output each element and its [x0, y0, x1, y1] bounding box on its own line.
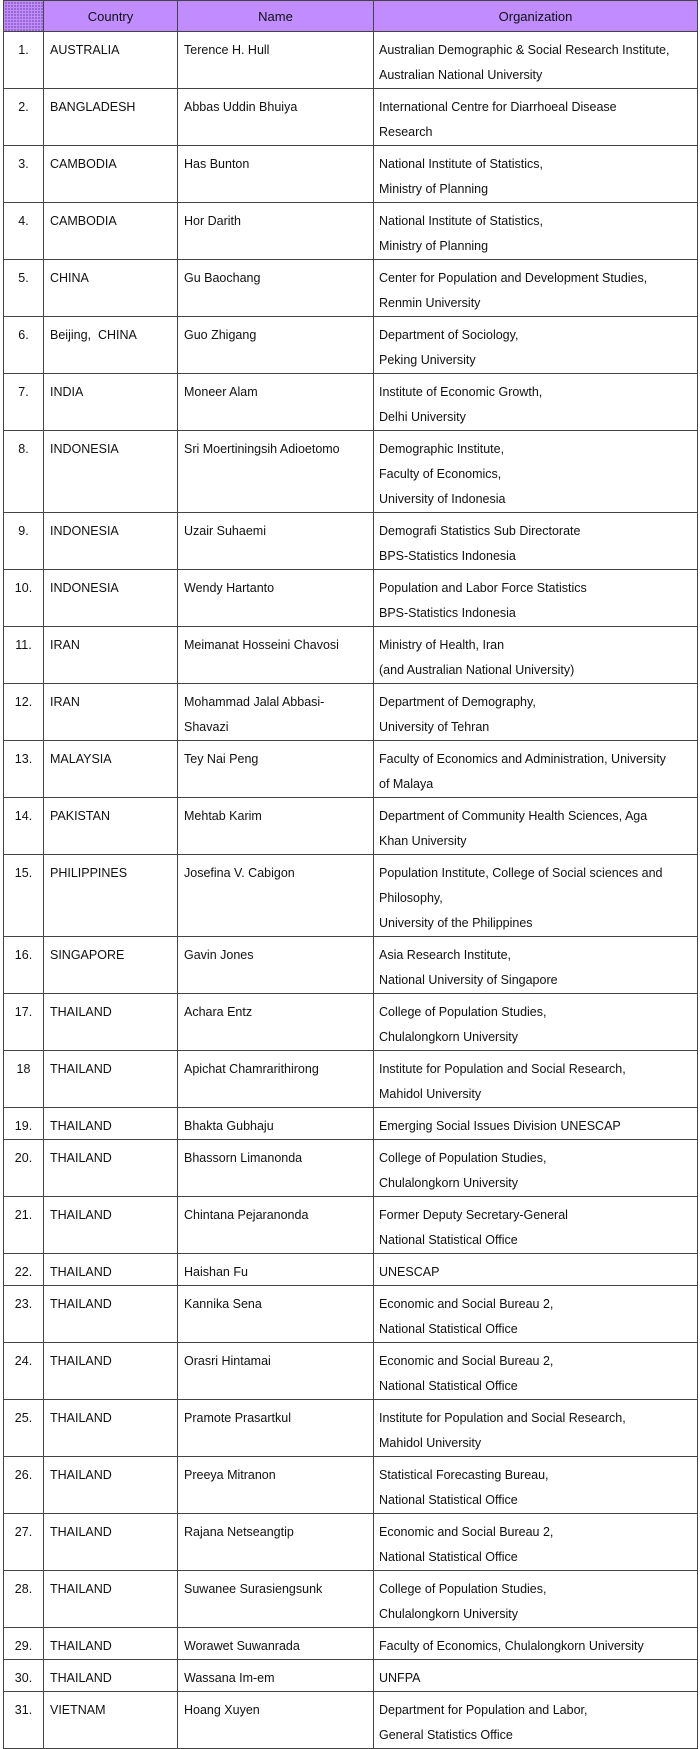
table-row — [4, 203, 698, 260]
country-cell: IRAN — [44, 684, 178, 741]
country-cell: THAILAND — [44, 1140, 178, 1197]
name-cell — [178, 513, 374, 570]
participants-table — [3, 0, 698, 1749]
header-organization: Organization — [374, 1, 698, 32]
organization-cell — [374, 1108, 698, 1140]
organization-cell — [374, 684, 698, 741]
name-line: Suwanee Surasiengsunk — [184, 1582, 323, 1596]
name-cell — [178, 1457, 374, 1514]
organization-line: Research — [379, 125, 433, 139]
organization-line: of Malaya — [379, 777, 434, 791]
name-cell — [178, 741, 374, 798]
organization-line: Mahidol University — [379, 1087, 482, 1101]
country-cell: INDONESIA — [44, 431, 178, 513]
organization-cell — [374, 374, 698, 431]
name-cell — [178, 1140, 374, 1197]
organization-cell — [374, 1457, 698, 1514]
organization-line: College of Population Studies, — [379, 1151, 547, 1165]
name-line: Worawet Suwanrada — [184, 1639, 300, 1653]
organization-cell — [374, 1692, 698, 1749]
country-cell: THAILAND — [44, 1343, 178, 1400]
table-row — [4, 1286, 698, 1343]
country-cell: THAILAND — [44, 1660, 178, 1692]
name-line: Wassana Im-em — [184, 1671, 275, 1685]
organization-cell — [374, 937, 698, 994]
organization-line: National Statistical Office — [379, 1493, 518, 1507]
name-cell — [178, 89, 374, 146]
organization-cell — [374, 32, 698, 89]
organization-cell — [374, 1286, 698, 1343]
organization-line: (and Australian National University) — [379, 663, 575, 677]
row-number: 25. — [4, 1400, 44, 1457]
name-cell — [178, 317, 374, 374]
organization-cell — [374, 1514, 698, 1571]
country-cell: Beijing, CHINA — [44, 317, 178, 374]
country-cell: CAMBODIA — [44, 203, 178, 260]
country-cell: THAILAND — [44, 994, 178, 1051]
organization-cell — [374, 1254, 698, 1286]
organization-cell — [374, 1051, 698, 1108]
organization-line: National Statistical Office — [379, 1322, 518, 1336]
organization-cell — [374, 1343, 698, 1400]
country-cell: CHINA — [44, 260, 178, 317]
name-cell — [178, 431, 374, 513]
country-cell: INDONESIA — [44, 570, 178, 627]
country-cell: THAILAND — [44, 1108, 178, 1140]
table-row — [4, 684, 698, 741]
name-cell — [178, 798, 374, 855]
organization-line: Institute of Economic Growth, — [379, 385, 543, 399]
organization-line: Faculty of Economics, Chulalongkorn University — [379, 1639, 644, 1653]
name-line: Kannika Sena — [184, 1297, 262, 1311]
organization-line: University of Indonesia — [379, 492, 506, 506]
row-number: 11. — [4, 627, 44, 684]
name-cell — [178, 32, 374, 89]
organization-line: Australian Demographic & Social Research Institute, — [379, 43, 670, 57]
row-number: 10. — [4, 570, 44, 627]
table-row — [4, 1400, 698, 1457]
table-row — [4, 513, 698, 570]
organization-line: Peking University — [379, 353, 476, 367]
table-row — [4, 146, 698, 203]
name-line: Mehtab Karim — [184, 809, 262, 823]
organization-cell — [374, 627, 698, 684]
name-cell — [178, 937, 374, 994]
row-number: 18 — [4, 1051, 44, 1108]
organization-line: Chulalongkorn University — [379, 1030, 518, 1044]
organization-line: Economic and Social Bureau 2, — [379, 1354, 554, 1368]
organization-cell — [374, 203, 698, 260]
organization-line: Chulalongkorn University — [379, 1607, 518, 1621]
row-number: 31. — [4, 1692, 44, 1749]
row-number: 8. — [4, 431, 44, 513]
organization-line: Delhi University — [379, 410, 466, 424]
organization-line: International Centre for Diarrhoeal Disease — [379, 100, 617, 114]
row-number: 3. — [4, 146, 44, 203]
name-line: Abbas Uddin Bhuiya — [184, 100, 298, 114]
country-cell: VIETNAM — [44, 1692, 178, 1749]
organization-line: Former Deputy Secretary-General — [379, 1208, 568, 1222]
name-cell — [178, 570, 374, 627]
organization-cell — [374, 1140, 698, 1197]
organization-line: Philosophy, — [379, 891, 443, 905]
name-cell — [178, 1400, 374, 1457]
name-cell — [178, 1692, 374, 1749]
name-line: Moneer Alam — [184, 385, 258, 399]
organization-line: Ministry of Planning — [379, 182, 489, 196]
country-cell: CAMBODIA — [44, 146, 178, 203]
organization-line: UNESCAP — [379, 1265, 440, 1279]
name-line: Mohammad Jalal Abbasi- — [184, 695, 325, 709]
organization-line: Department of Community Health Sciences, Aga — [379, 809, 648, 823]
organization-line: Population Institute, College of Social sciences and — [379, 866, 663, 880]
name-line: Sri Moertiningsih Adioetomo — [184, 442, 340, 456]
organization-line: BPS-Statistics Indonesia — [379, 549, 516, 563]
row-number: 12. — [4, 684, 44, 741]
organization-line: Faculty of Economics and Administration, University — [379, 752, 666, 766]
name-cell — [178, 203, 374, 260]
name-line: Hor Darith — [184, 214, 241, 228]
name-line: Hoang Xuyen — [184, 1703, 260, 1717]
name-cell — [178, 1628, 374, 1660]
name-cell — [178, 1660, 374, 1692]
country-cell: SINGAPORE — [44, 937, 178, 994]
name-line: Orasri Hintamai — [184, 1354, 271, 1368]
table-row — [4, 1457, 698, 1514]
row-number: 9. — [4, 513, 44, 570]
organization-line: Institute for Population and Social Research, — [379, 1062, 626, 1076]
header-number — [4, 1, 44, 32]
row-number: 26. — [4, 1457, 44, 1514]
name-cell — [178, 1051, 374, 1108]
table-row — [4, 1197, 698, 1254]
table-row — [4, 1660, 698, 1692]
country-cell: THAILAND — [44, 1628, 178, 1660]
country-cell: THAILAND — [44, 1457, 178, 1514]
table-row — [4, 994, 698, 1051]
country-cell: THAILAND — [44, 1051, 178, 1108]
organization-line: Asia Research Institute, — [379, 948, 512, 962]
table-row — [4, 1343, 698, 1400]
name-line: Meimanat Hosseini Chavosi — [184, 638, 339, 652]
row-number: 24. — [4, 1343, 44, 1400]
organization-line: Department of Demography, — [379, 695, 536, 709]
organization-line: Demografi Statistics Sub Directorate — [379, 524, 581, 538]
table-row — [4, 1140, 698, 1197]
organization-cell — [374, 317, 698, 374]
name-cell — [178, 627, 374, 684]
row-number: 13. — [4, 741, 44, 798]
table-row — [4, 627, 698, 684]
name-line: Josefina V. Cabigon — [184, 866, 295, 880]
organization-line: UNFPA — [379, 1671, 421, 1685]
table-row — [4, 260, 698, 317]
name-cell — [178, 684, 374, 741]
table-row — [4, 570, 698, 627]
organization-line: Statistical Forecasting Bureau, — [379, 1468, 549, 1482]
organization-cell — [374, 1628, 698, 1660]
organization-cell — [374, 513, 698, 570]
row-number: 28. — [4, 1571, 44, 1628]
row-number: 15. — [4, 855, 44, 937]
organization-cell — [374, 798, 698, 855]
organization-cell — [374, 260, 698, 317]
country-cell: THAILAND — [44, 1254, 178, 1286]
name-line: Pramote Prasartkul — [184, 1411, 291, 1425]
country-cell: BANGLADESH — [44, 89, 178, 146]
name-line: Bhassorn Limanonda — [184, 1151, 303, 1165]
table-row — [4, 32, 698, 89]
organization-line: Australian National University — [379, 68, 543, 82]
name-line: Rajana Netseangtip — [184, 1525, 294, 1539]
table-row — [4, 1628, 698, 1660]
organization-line: National Statistical Office — [379, 1550, 518, 1564]
name-cell — [178, 855, 374, 937]
name-cell — [178, 994, 374, 1051]
name-cell — [178, 260, 374, 317]
table-row — [4, 741, 698, 798]
row-number: 16. — [4, 937, 44, 994]
table-row — [4, 374, 698, 431]
name-cell — [178, 1197, 374, 1254]
organization-cell — [374, 994, 698, 1051]
header-country: Country — [44, 1, 178, 32]
row-number: 20. — [4, 1140, 44, 1197]
organization-line: Economic and Social Bureau 2, — [379, 1525, 554, 1539]
row-number: 23. — [4, 1286, 44, 1343]
organization-line: National Institute of Statistics, — [379, 157, 543, 171]
name-line: Gavin Jones — [184, 948, 254, 962]
name-line: Tey Nai Peng — [184, 752, 259, 766]
name-line: Apichat Chamrarithirong — [184, 1062, 319, 1076]
name-cell — [178, 1286, 374, 1343]
organization-line: Demographic Institute, — [379, 442, 505, 456]
organization-line: Department for Population and Labor, — [379, 1703, 588, 1717]
organization-cell — [374, 146, 698, 203]
name-cell — [178, 1571, 374, 1628]
row-number: 17. — [4, 994, 44, 1051]
table-row — [4, 89, 698, 146]
row-number: 1. — [4, 32, 44, 89]
organization-line: BPS-Statistics Indonesia — [379, 606, 516, 620]
row-number: 7. — [4, 374, 44, 431]
organization-line: National Statistical Office — [379, 1233, 518, 1247]
organization-line: National Statistical Office — [379, 1379, 518, 1393]
table-row — [4, 1514, 698, 1571]
organization-cell — [374, 570, 698, 627]
country-cell: THAILAND — [44, 1571, 178, 1628]
name-line: Preeya Mitranon — [184, 1468, 276, 1482]
table-row — [4, 317, 698, 374]
table-body — [4, 32, 698, 1749]
name-cell — [178, 374, 374, 431]
organization-line: Renmin University — [379, 296, 481, 310]
organization-line: University of the Philippines — [379, 916, 533, 930]
organization-cell — [374, 431, 698, 513]
organization-line: University of Tehran — [379, 720, 490, 734]
organization-cell — [374, 1571, 698, 1628]
table-row — [4, 1051, 698, 1108]
organization-line: Faculty of Economics, — [379, 467, 502, 481]
table-row — [4, 431, 698, 513]
table-row — [4, 937, 698, 994]
organization-line: Mahidol University — [379, 1436, 482, 1450]
name-line: Uzair Suhaemi — [184, 524, 266, 538]
table-row — [4, 855, 698, 937]
name-line: Chintana Pejaranonda — [184, 1208, 309, 1222]
row-number: 22. — [4, 1254, 44, 1286]
organization-line: College of Population Studies, — [379, 1582, 547, 1596]
organization-cell — [374, 1400, 698, 1457]
row-number: 19. — [4, 1108, 44, 1140]
country-cell: MALAYSIA — [44, 741, 178, 798]
name-cell — [178, 1514, 374, 1571]
row-number: 14. — [4, 798, 44, 855]
organization-line: Population and Labor Force Statistics — [379, 581, 587, 595]
row-number: 6. — [4, 317, 44, 374]
name-line: Gu Baochang — [184, 271, 261, 285]
table-header — [4, 1, 698, 32]
table-row — [4, 798, 698, 855]
organization-cell — [374, 741, 698, 798]
organization-line: Khan University — [379, 834, 467, 848]
organization-line: National Institute of Statistics, — [379, 214, 543, 228]
country-cell: THAILAND — [44, 1514, 178, 1571]
country-cell: IRAN — [44, 627, 178, 684]
table-row — [4, 1571, 698, 1628]
name-line: Bhakta Gubhaju — [184, 1119, 274, 1133]
row-number: 21. — [4, 1197, 44, 1254]
name-line: Wendy Hartanto — [184, 581, 275, 595]
name-cell — [178, 146, 374, 203]
organization-line: Center for Population and Development Studies, — [379, 271, 648, 285]
country-cell: THAILAND — [44, 1400, 178, 1457]
name-cell — [178, 1108, 374, 1140]
organization-line: Chulalongkorn University — [379, 1176, 518, 1190]
header-name: Name — [178, 1, 374, 32]
organization-cell — [374, 855, 698, 937]
organization-cell — [374, 1197, 698, 1254]
country-cell: THAILAND — [44, 1197, 178, 1254]
country-cell: INDONESIA — [44, 513, 178, 570]
organization-line: Economic and Social Bureau 2, — [379, 1297, 554, 1311]
name-line: Has Bunton — [184, 157, 250, 171]
name-line: Terence H. Hull — [184, 43, 270, 57]
header-row — [4, 1, 698, 32]
organization-cell — [374, 1660, 698, 1692]
organization-line: National University of Singapore — [379, 973, 558, 987]
row-number: 29. — [4, 1628, 44, 1660]
organization-line: Ministry of Health, Iran — [379, 638, 505, 652]
organization-line: Emerging Social Issues Division UNESCAP — [379, 1119, 621, 1133]
name-line: Guo Zhigang — [184, 328, 257, 342]
table-row — [4, 1692, 698, 1749]
row-number: 2. — [4, 89, 44, 146]
country-cell: INDIA — [44, 374, 178, 431]
organization-line: Institute for Population and Social Research, — [379, 1411, 626, 1425]
row-number: 4. — [4, 203, 44, 260]
row-number: 27. — [4, 1514, 44, 1571]
country-cell: PHILIPPINES — [44, 855, 178, 937]
organization-line: Ministry of Planning — [379, 239, 489, 253]
name-line: Shavazi — [184, 720, 229, 734]
row-number: 30. — [4, 1660, 44, 1692]
organization-line: College of Population Studies, — [379, 1005, 547, 1019]
name-cell — [178, 1254, 374, 1286]
organization-cell — [374, 89, 698, 146]
organization-line: General Statistics Office — [379, 1728, 513, 1742]
country-cell: PAKISTAN — [44, 798, 178, 855]
table-row — [4, 1108, 698, 1140]
name-line: Achara Entz — [184, 1005, 253, 1019]
organization-line: Department of Sociology, — [379, 328, 519, 342]
table-row — [4, 1254, 698, 1286]
name-line: Haishan Fu — [184, 1265, 248, 1279]
country-cell: THAILAND — [44, 1286, 178, 1343]
country-cell: AUSTRALIA — [44, 32, 178, 89]
name-cell — [178, 1343, 374, 1400]
row-number: 5. — [4, 260, 44, 317]
